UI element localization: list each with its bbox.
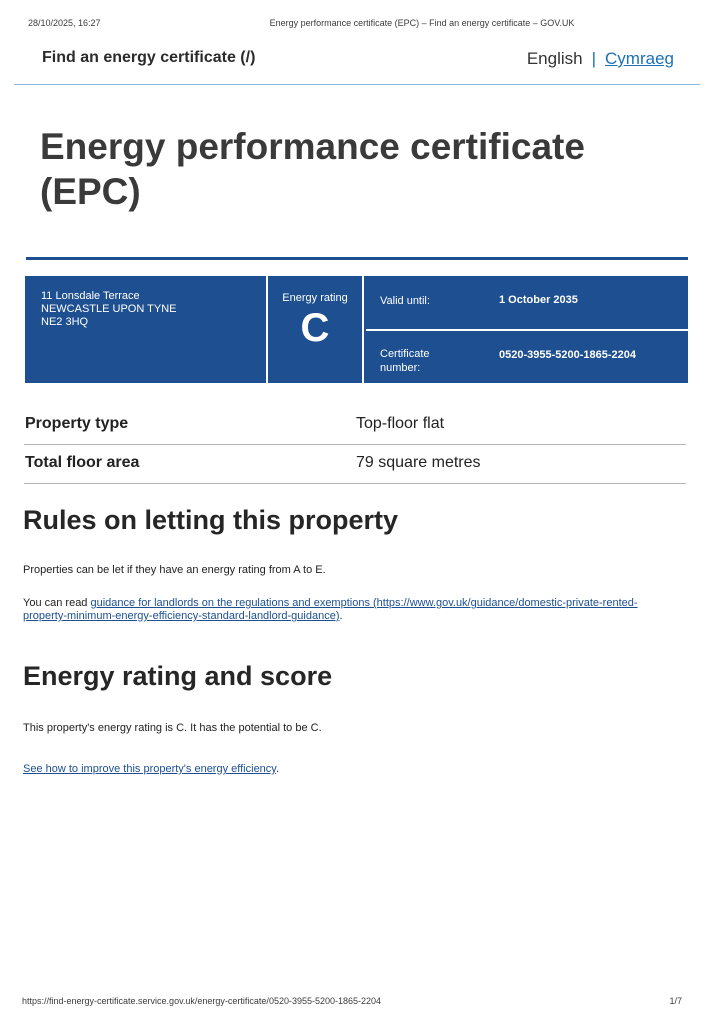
address-line: 11 Lonsdale Terrace <box>41 290 140 302</box>
valid-until-label: Valid until: <box>380 295 430 307</box>
address-line: NEWCASTLE UPON TYNE <box>41 303 177 315</box>
lang-separator: | <box>591 49 597 68</box>
print-date: 28/10/2025, 16:27 <box>28 18 101 28</box>
certificate-number-label: Certificate number: <box>380 348 430 374</box>
property-address <box>25 276 268 383</box>
summary-row-property-type <box>24 406 686 445</box>
page-number: 1/7 <box>669 996 682 1006</box>
certificate-number-value: 0520-3955-5200-1865-2204 <box>499 349 637 361</box>
guidance-prefix: You can read <box>23 597 91 609</box>
guidance-paragraph <box>23 597 673 623</box>
service-name-text[interactable]: Find an energy certificate <box>42 49 236 66</box>
home-link[interactable]: (/) <box>240 49 256 66</box>
print-url: https://find-energy-certificate.service.gov.uk/energy-certificate/0520-3955-5200-1865-2204 <box>22 996 382 1006</box>
energy-rating-letter: C <box>300 306 330 350</box>
language-switcher <box>527 49 674 69</box>
certificate-info <box>366 276 688 383</box>
summary-value: Top-floor flat <box>356 415 445 432</box>
guidance-link-text[interactable]: guidance for landlords on the regulations and exemptions <box>90 597 370 609</box>
address-line: NE2 3HQ <box>41 316 89 328</box>
improve-paragraph <box>23 763 673 776</box>
energy-rating-panel <box>268 276 364 383</box>
epc-summary-box <box>25 276 688 383</box>
lang-english: English <box>526 49 583 68</box>
valid-until-value: 1 October 2035 <box>499 294 578 306</box>
improve-efficiency-link[interactable]: See how to improve this property's energy efficiency <box>23 763 276 775</box>
certificate-number-row <box>366 331 688 383</box>
service-header <box>14 44 700 85</box>
summary-row-floor-area <box>24 445 686 484</box>
service-name[interactable] <box>42 49 255 67</box>
summary-key: Property type <box>25 415 129 432</box>
energy-rating-label: Energy rating <box>282 292 348 304</box>
improve-suffix: . <box>275 763 280 775</box>
guidance-link[interactable] <box>23 597 638 622</box>
guidance-link-url[interactable]: (https://www.gov.uk/guidance/domestic-private-rented-property-minimum-energy-efficiency-standard-landlord-guidance) <box>23 597 638 622</box>
rules-heading: Rules on letting this property <box>23 505 399 535</box>
property-summary-list <box>24 406 686 484</box>
page-title: Energy performance certificate (EPC) <box>40 126 585 212</box>
guidance-suffix: . <box>339 610 343 622</box>
rules-paragraph: Properties can be let if they have an energy rating from A to E. <box>23 564 326 576</box>
energy-rating-paragraph: This property's energy rating is C. It has the potential to be C. <box>23 722 322 734</box>
summary-value: 79 square metres <box>356 454 481 471</box>
energy-rating-heading: Energy rating and score <box>23 661 333 691</box>
print-footer <box>22 996 682 1008</box>
print-title: Energy performance certificate (EPC) – Find an energy certificate – GOV.UK <box>269 18 575 28</box>
title-divider <box>26 257 688 260</box>
summary-key: Total floor area <box>25 454 140 471</box>
lang-cymraeg-link[interactable]: Cymraeg <box>605 49 674 68</box>
valid-until-row <box>366 276 688 331</box>
print-header <box>28 18 696 30</box>
